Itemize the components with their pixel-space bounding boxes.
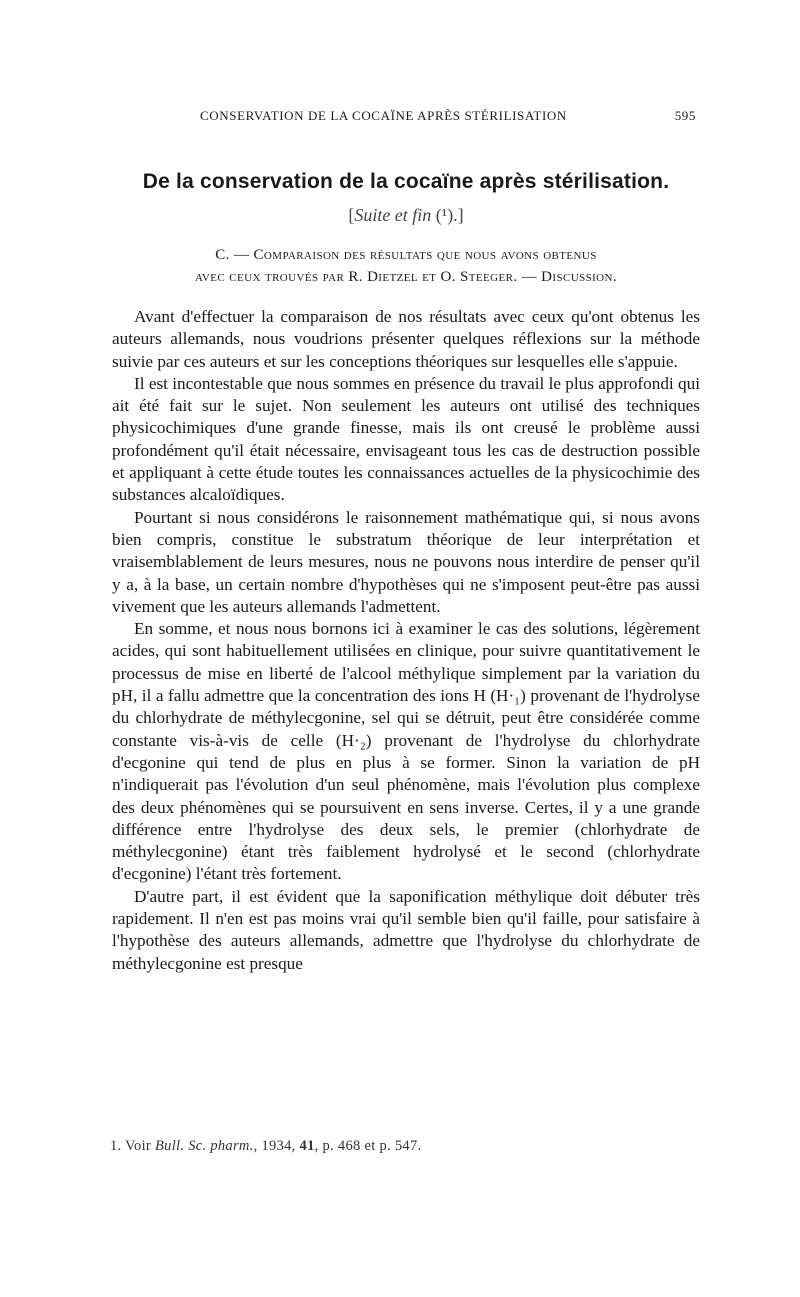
footnote-journal: Bull. Sc. pharm. [154,1138,254,1154]
paragraph-4: En somme, et nous nous bornons ici à examiner le cas des solutions, légèrement acides, qui sont habituellement utilisées en clinique, pour suivre quantitativement le processus de mise en liberté de l'alcool méthylique simplement par la variation du pH, il a fallu admettre que la concentration des ions H (H·₁) provenant de l'hydrolyse du chlorhydrate de méthylecgonine, sel qui se détruit, peut être considérée comme constante vis-à-vis de celle (H·₂) provenant de l'hydrolyse du chlorhydrate d'ecgonine qui tend de plus en plus à se former. Sinon la variation de pH n'indiquerait pas l'évolution d'un seul phénomène, mais l'évolution plus complexe des deux phénomènes qui se poursuivent en sens inverse. Certes, il y a une grande différence entre l'hydrolyse des deux sels, le premier (chlorhydrate de méthylecgonine) étant très faiblement hydrolysé et le second (chlorhydrate d'ecgonine) l'étant très fortement. [112,619,700,884]
section-heading [112,244,700,288]
subtitle-close: (¹).] [431,205,464,225]
footnote-volume: 41 [299,1138,315,1154]
subtitle-italic: Suite et fin [354,205,432,225]
paragraph-1: Avant d'effectuer la comparaison de nos résultats avec ceux qu'ont obtenus les auteurs allemands, nous voudrions présenter quelques réflexions sur la méthode suivie par ces auteurs et sur les conceptions théoriques sur lesquelles elle s'appuie. [112,307,700,371]
footnote-text-before: Voir [121,1138,155,1154]
page-number: 595 [674,108,696,123]
footnote-marker: 1. [110,1138,122,1154]
footnote [110,1138,421,1155]
paragraph-5: D'autre part, il est évident que la saponification méthylique doit débuter très rapidement. Il n'en est pas moins vrai qu'il semble bien qu'il faille, pour satisfaire à l'hypothèse des auteurs allemands, admettre que l'hydrolyse du chlorhydrate de méthylecgonine est presque [112,886,700,973]
running-header [112,100,700,130]
footnote-year: , 1934, [253,1138,300,1154]
footnote-pages: , p. 468 et p. 547. [314,1138,422,1154]
article-subtitle [112,205,700,226]
running-title: CONSERVATION DE LA COCAÏNE APRÈS STÉRILISATION [200,108,567,123]
paragraph-3: Pourtant si nous considérons le raisonnement mathématique qui, si nous avons bien compris, constitue le substratum théorique de leur interprétation et vraisemblablement de leurs mesures, nous ne pouvons nous interdire de penser qu'il y a, à la base, un certain nombre d'hypothèses qui ne s'imposent peut-être pas aussi vivement que les auteurs allemands l'admettent. [112,507,700,616]
paragraph-2: Il est incontestable que nous sommes en présence du travail le plus approfondi qui ait été fait sur le sujet. Non seulement les auteurs ont utilisé des techniques physicochimiques d'une grande finesse, mais ils ont creusé le problème aussi profondément qu'il était nécessaire, envisageant tous les cas de destruction possible et appliquant à cette étude toutes les connaissances actuelles de la physicochimie des substances alcaloïdiques. [112,373,700,505]
body-text [112,306,700,975]
document-page [112,100,700,975]
subtitle-open-bracket: [ [348,205,355,225]
section-heading-line-1: C. — Comparaison des résultats que nous avons obtenus [215,247,597,263]
section-heading-line-2: avec ceux trouvés par R. Dietzel et O. Steeger. — Discussion. [194,269,618,285]
article-title: De la conservation de la cocaïne après stérilisation. [142,170,670,193]
